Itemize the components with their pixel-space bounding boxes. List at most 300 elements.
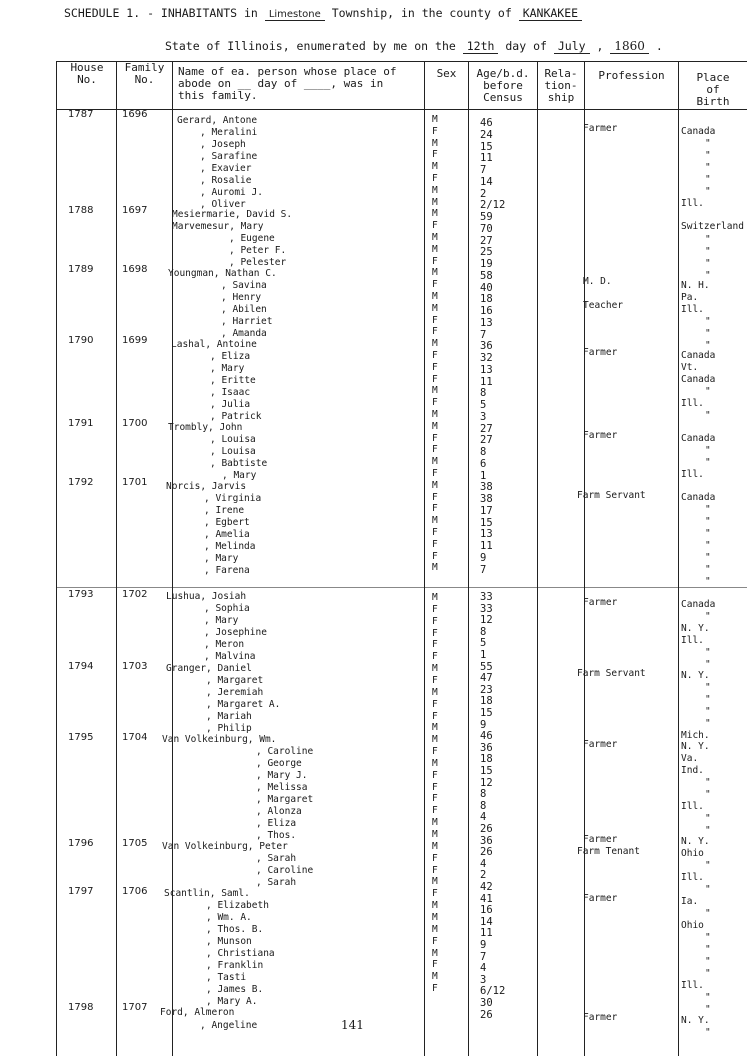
- sex-value: F: [432, 361, 438, 373]
- age-value: 19: [480, 258, 493, 270]
- person-name: , Mary A.: [206, 996, 258, 1007]
- birthplace-value: N. Y.: [681, 836, 710, 847]
- schedule-title: [64, 6, 582, 20]
- house-number: 1795: [68, 732, 94, 743]
- sex-value: F: [432, 627, 438, 639]
- birthplace-value: Ohio: [681, 920, 704, 931]
- sex-value: M: [432, 420, 438, 432]
- age-value: 46: [480, 117, 493, 129]
- person-name: , Margaret: [206, 675, 264, 686]
- age-value: 26: [480, 823, 493, 835]
- person-name: Trombly, John: [168, 422, 243, 433]
- profession-value: Farm Servant: [577, 490, 646, 501]
- sex-value: F: [432, 769, 438, 781]
- birthplace-value: ": [705, 174, 711, 185]
- age-value: 13: [480, 528, 493, 541]
- age-value: 4: [480, 811, 487, 824]
- age-value: 36: [480, 741, 493, 754]
- age-value: 12: [480, 776, 493, 789]
- house-number: 1797: [68, 886, 94, 897]
- birthplace-value: ": [705, 694, 711, 705]
- birthplace-value: ": [705, 457, 711, 468]
- age-value: 27: [480, 434, 493, 447]
- family-number: 1704: [122, 732, 148, 743]
- sex-value: F: [432, 805, 438, 817]
- age-value: 13: [480, 363, 493, 376]
- person-name: , Abilen: [221, 304, 267, 315]
- col-header-relationship: Rela- tion- ship: [544, 67, 578, 104]
- sex-value: F: [432, 326, 438, 338]
- house-number: 1791: [68, 418, 94, 429]
- sex-value: M: [432, 196, 438, 208]
- sex-value: M: [432, 338, 438, 350]
- age-value: 8: [480, 799, 487, 812]
- birthplace-value: ": [705, 138, 711, 149]
- age-value: 3: [480, 973, 487, 986]
- day-label: day of: [505, 39, 547, 53]
- age-value: 18: [480, 695, 493, 708]
- age-value: 11: [480, 927, 493, 940]
- age-value: 16: [480, 904, 493, 917]
- person-name: , Eliza: [210, 351, 251, 362]
- person-name: , Eliza: [256, 818, 297, 829]
- birthplace-value: Ill.: [681, 801, 704, 812]
- sex-value: F: [432, 503, 438, 515]
- profession-value: Farmer: [583, 123, 618, 134]
- sex-value: F: [432, 615, 438, 627]
- sex-value: F: [432, 651, 438, 663]
- age-value: 6/12: [480, 985, 506, 998]
- state-label: State of Illinois, enumerated by me on the: [165, 39, 456, 53]
- birthplace-value: Ill.: [681, 635, 704, 646]
- profession-value: M. D.: [583, 276, 612, 287]
- person-name: , Elizabeth: [206, 900, 269, 911]
- family-number: 1697: [122, 205, 148, 216]
- person-name: Van Volkeinburg, Peter: [162, 841, 288, 852]
- sex-value: M: [432, 456, 438, 468]
- family-number: 1699: [122, 335, 148, 346]
- age-value: 7: [480, 563, 487, 576]
- age-value: 26: [480, 1008, 493, 1021]
- sex-value: F: [432, 149, 438, 161]
- house-number: 1788: [68, 205, 94, 216]
- age-value: 32: [480, 352, 493, 364]
- profession-value: Farmer: [583, 347, 618, 358]
- person-name: , Mary: [222, 470, 257, 481]
- person-name: , Mary: [204, 553, 239, 564]
- age-value: 8: [480, 387, 487, 400]
- birthplace-value: ": [705, 944, 711, 955]
- birthplace-value: ": [705, 611, 711, 622]
- person-name: , Meralini: [200, 127, 258, 138]
- family-number: 1703: [122, 661, 148, 672]
- person-name: , Jeremiah: [206, 687, 264, 698]
- birthplace-value: ": [705, 789, 711, 800]
- sex-value: M: [432, 900, 438, 912]
- family-number: 1698: [122, 264, 148, 275]
- birthplace-value: Canada: [681, 433, 716, 444]
- birthplace-value: Canada: [681, 350, 716, 361]
- sex-value: F: [432, 279, 438, 291]
- age-value: 40: [480, 281, 493, 294]
- house-number: 1798: [68, 1002, 94, 1013]
- person-name: , James B.: [206, 984, 264, 995]
- birthplace-value: Ia.: [681, 896, 699, 907]
- age-value: 26: [480, 846, 493, 859]
- sex-value: F: [432, 639, 438, 651]
- age-value: 15: [480, 516, 493, 529]
- sex-value: F: [432, 935, 438, 947]
- birthplace-value: ": [705, 516, 711, 527]
- person-name: Norcis, Jarvis: [166, 481, 247, 492]
- sex-value: F: [432, 603, 438, 615]
- township-name: Limestone: [265, 9, 325, 21]
- profession-value: Farm Tenant: [577, 846, 640, 857]
- person-name: Van Volkeinburg, Wm.: [162, 734, 277, 745]
- family-number: 1707: [122, 1002, 148, 1013]
- person-name: , Patrick: [210, 411, 262, 422]
- age-value: 2/12: [480, 199, 506, 212]
- birthplace-value: ": [705, 186, 711, 197]
- sex-value: M: [432, 817, 438, 829]
- sex-value: F: [432, 793, 438, 805]
- sex-value: F: [432, 255, 438, 267]
- person-name: , Amelia: [204, 529, 250, 540]
- sex-value: M: [432, 409, 438, 420]
- age-value: 8: [480, 788, 487, 801]
- birthplace-value: N. Y.: [681, 741, 710, 752]
- birthplace-value: ": [705, 825, 711, 836]
- person-name: , Auromi J.: [200, 187, 263, 198]
- birthplace-value: ": [705, 908, 711, 919]
- enumeration-year: 1860: [610, 39, 649, 54]
- person-name: , Farena: [204, 565, 250, 576]
- birthplace-value: Ill.: [681, 872, 704, 883]
- person-name: Granger, Daniel: [166, 663, 252, 674]
- age-value: 46: [480, 730, 493, 743]
- age-value: 8: [480, 446, 487, 458]
- birthplace-value: Va.: [681, 753, 699, 764]
- person-name: Scantlin, Saml.: [164, 888, 250, 899]
- person-name: , Louisa: [210, 434, 256, 445]
- sex-value: M: [432, 757, 438, 769]
- sex-value: F: [432, 674, 438, 686]
- sex-value: M: [432, 722, 438, 734]
- sex-value: M: [432, 291, 438, 302]
- birthplace-value: Canada: [681, 599, 716, 610]
- sex-value: F: [432, 397, 438, 409]
- person-name: , Wm. A.: [206, 912, 252, 923]
- person-name: , Thos. B.: [206, 924, 264, 935]
- person-name: , Sarafine: [200, 151, 258, 162]
- age-value: 3: [480, 410, 487, 423]
- col-header-name: Name of ea. person whose place of abode on __ day of ____, was in this family.: [178, 65, 397, 102]
- age-value: 15: [480, 140, 493, 153]
- person-name: , Virginia: [204, 493, 262, 504]
- birthplace-value: ": [705, 328, 711, 339]
- age-value: 7: [480, 164, 487, 176]
- sex-value: F: [432, 746, 438, 758]
- birthplace-value: Canada: [681, 126, 716, 137]
- person-name: Marvemesur, Mary: [172, 221, 264, 232]
- age-value: 15: [480, 707, 493, 719]
- age-value: 24: [480, 128, 493, 141]
- col-border-5: [537, 61, 538, 1056]
- sex-value: F: [432, 983, 438, 995]
- col-border-3: [424, 61, 425, 1056]
- person-name: Gerard, Antone: [177, 115, 258, 126]
- sex-value: F: [432, 432, 438, 444]
- age-value: 14: [480, 175, 493, 188]
- house-number: 1787: [68, 109, 94, 120]
- col-border-7: [678, 61, 679, 1056]
- schedule-label: SCHEDULE 1. - INHABITANTS in: [64, 6, 258, 20]
- sex-value: M: [432, 923, 438, 935]
- sex-value: F: [432, 373, 438, 385]
- birthplace-value: ": [705, 884, 711, 895]
- birthplace-value: ": [705, 258, 711, 269]
- age-value: 7: [480, 328, 487, 341]
- birthplace-value: Ill.: [681, 198, 704, 209]
- birthplace-value: ": [705, 270, 711, 281]
- person-name: , Pelester: [229, 257, 287, 268]
- sex-value: M: [432, 840, 438, 852]
- age-value: 23: [480, 683, 493, 696]
- sex-value: F: [432, 491, 438, 503]
- sex-value: F: [432, 959, 438, 971]
- age-value: 18: [480, 293, 493, 306]
- birthplace-value: N. Y.: [681, 1015, 710, 1026]
- person-name: , Irene: [204, 505, 245, 516]
- age-value: 27: [480, 422, 493, 435]
- person-name: , Mary J.: [256, 770, 308, 781]
- person-name: , Margaret: [256, 794, 314, 805]
- sex-value: F: [432, 220, 438, 232]
- age-value: 11: [480, 152, 493, 165]
- sex-value: F: [432, 444, 438, 456]
- sex-value: F: [432, 550, 438, 562]
- sex-value: M: [432, 385, 438, 397]
- person-name: Ford, Almeron: [160, 1007, 235, 1018]
- birthplace-value: Ill.: [681, 469, 704, 480]
- person-name: , Franklin: [206, 960, 264, 971]
- age-value: 8: [480, 625, 487, 638]
- col-border-4: [468, 61, 469, 1056]
- birthplace-value: N. H.: [681, 280, 710, 291]
- house-number: 1793: [68, 589, 94, 600]
- person-name: , Josephine: [204, 627, 267, 638]
- sex-value: M: [432, 686, 438, 698]
- family-number: 1702: [122, 589, 148, 600]
- section-divider: [56, 587, 747, 588]
- house-number: 1790: [68, 335, 94, 346]
- person-name: , Tasti: [206, 972, 247, 983]
- birthplace-value: Canada: [681, 492, 716, 503]
- age-value: 14: [480, 915, 493, 928]
- person-name: , Melissa: [256, 782, 308, 793]
- house-number: 1794: [68, 661, 94, 672]
- age-value: 16: [480, 305, 493, 317]
- age-value: 4: [480, 857, 487, 870]
- family-number: 1696: [122, 109, 148, 120]
- birthplace-value: ": [705, 246, 711, 257]
- person-name: , Oliver: [200, 199, 246, 210]
- age-value: 27: [480, 234, 493, 247]
- age-value: 70: [480, 222, 493, 235]
- person-name: , Peter F.: [229, 245, 287, 256]
- age-value: 9: [480, 718, 487, 731]
- col-header-profession: Profession: [598, 69, 665, 82]
- col-border-1: [116, 61, 117, 1056]
- birthplace-value: ": [705, 1027, 711, 1038]
- age-value: 1: [480, 469, 487, 482]
- age-value: 38: [480, 493, 493, 505]
- sex-value: F: [432, 710, 438, 722]
- profession-value: Farm Servant: [577, 668, 646, 679]
- sex-value: M: [432, 161, 438, 173]
- sex-value: M: [432, 562, 438, 574]
- person-name: , Julia: [210, 399, 251, 410]
- sex-value: F: [432, 350, 438, 361]
- age-value: 55: [480, 660, 493, 673]
- birthplace-value: ": [705, 528, 711, 539]
- enumeration-line: [165, 39, 663, 53]
- person-name: , Sarah: [256, 877, 297, 888]
- house-number: 1789: [68, 264, 94, 275]
- birthplace-value: ": [705, 576, 711, 587]
- age-value: 12: [480, 614, 493, 627]
- birthplace-value: Ind.: [681, 765, 704, 776]
- age-value: 42: [480, 881, 493, 893]
- person-name: , Rosalie: [200, 175, 252, 186]
- person-name: , Sophia: [204, 603, 250, 614]
- birthplace-value: ": [705, 1004, 711, 1015]
- age-value: 41: [480, 892, 493, 905]
- profession-value: Teacher: [583, 300, 624, 311]
- birthplace-value: Ill.: [681, 980, 704, 991]
- person-name: , Thos.: [256, 830, 297, 841]
- sex-value: F: [432, 852, 438, 864]
- birthplace-value: ": [705, 932, 711, 943]
- profession-value: Farmer: [583, 430, 618, 441]
- sex-value: F: [432, 888, 438, 900]
- age-value: 9: [480, 551, 487, 564]
- person-name: , Savina: [221, 280, 267, 291]
- sex-value: M: [432, 947, 438, 959]
- person-name: , Egbert: [204, 517, 250, 528]
- age-value: 33: [480, 591, 493, 603]
- age-value: 38: [480, 481, 493, 494]
- birthplace-value: Ill.: [681, 398, 704, 409]
- sex-value: M: [432, 479, 438, 491]
- birthplace-value: Ill.: [681, 304, 704, 315]
- sex-value: F: [432, 864, 438, 876]
- birthplace-value: ": [705, 150, 711, 161]
- birthplace-value: ": [705, 340, 711, 351]
- sex-value: F: [432, 468, 438, 479]
- sex-value: M: [432, 208, 438, 220]
- age-value: 58: [480, 269, 493, 282]
- age-value: 17: [480, 504, 493, 517]
- age-value: 47: [480, 672, 493, 685]
- sex-value: M: [432, 663, 438, 675]
- age-value: 7: [480, 950, 487, 963]
- col-border-6: [584, 61, 585, 1056]
- sex-value: F: [432, 527, 438, 538]
- house-number: 1792: [68, 477, 94, 488]
- person-name: , Mariah: [206, 711, 252, 722]
- sex-value: M: [432, 184, 438, 196]
- sex-value: F: [432, 125, 438, 137]
- person-name: , Eugene: [229, 233, 275, 244]
- birthplace-value: ": [705, 659, 711, 670]
- sex-value: M: [432, 243, 438, 255]
- county-name: KANKAKEE: [519, 6, 582, 21]
- house-number: 1796: [68, 838, 94, 849]
- family-number: 1705: [122, 838, 148, 849]
- birthplace-value: ": [705, 564, 711, 575]
- birthplace-value: ": [705, 540, 711, 551]
- col-header-sex: Sex: [436, 67, 457, 80]
- profession-value: Farmer: [583, 597, 618, 608]
- sex-value: F: [432, 314, 438, 326]
- age-value: 4: [480, 962, 487, 975]
- person-name: Youngman, Nathan C.: [168, 268, 277, 279]
- sex-value: M: [432, 876, 438, 888]
- sex-value: M: [432, 592, 438, 603]
- person-name: , Munson: [206, 936, 252, 947]
- sex-value: F: [432, 173, 438, 184]
- birthplace-value: ": [705, 968, 711, 979]
- birthplace-value: ": [705, 956, 711, 967]
- person-name: , Mary: [210, 363, 245, 374]
- birthplace-value: ": [705, 647, 711, 658]
- birthplace-value: ": [705, 706, 711, 717]
- person-name: , Philip: [206, 723, 252, 734]
- age-value: 2: [480, 187, 487, 200]
- person-name: , Caroline: [256, 865, 314, 876]
- age-value: 1: [480, 649, 487, 661]
- birthplace-value: ": [705, 386, 711, 397]
- birthplace-value: ": [705, 718, 711, 729]
- birthplace-value: Switzerland: [681, 221, 744, 232]
- age-value: 11: [480, 540, 493, 552]
- sex-value: M: [432, 267, 438, 279]
- birthplace-value: ": [705, 410, 711, 421]
- sex-value: M: [432, 137, 438, 149]
- birthplace-value: ": [705, 682, 711, 693]
- age-value: 9: [480, 939, 487, 951]
- family-number: 1706: [122, 886, 148, 897]
- profession-value: Farmer: [583, 1012, 618, 1023]
- sex-value: M: [432, 971, 438, 983]
- person-name: Mesiermarie, David S.: [172, 209, 293, 220]
- sex-value: F: [432, 781, 438, 793]
- sex-value: M: [432, 232, 438, 243]
- person-name: , Henry: [221, 292, 262, 303]
- sex-value: M: [432, 114, 438, 125]
- profession-value: Farmer: [583, 739, 618, 750]
- person-name: Lushua, Josiah: [166, 591, 247, 602]
- person-name: , Caroline: [256, 746, 314, 757]
- person-name: , Joseph: [200, 139, 246, 150]
- age-value: 15: [480, 765, 493, 777]
- person-name: , Louisa: [210, 446, 256, 457]
- birthplace-value: Canada: [681, 374, 716, 385]
- birthplace-value: ": [705, 162, 711, 173]
- birthplace-value: ": [705, 504, 711, 515]
- age-value: 36: [480, 834, 493, 847]
